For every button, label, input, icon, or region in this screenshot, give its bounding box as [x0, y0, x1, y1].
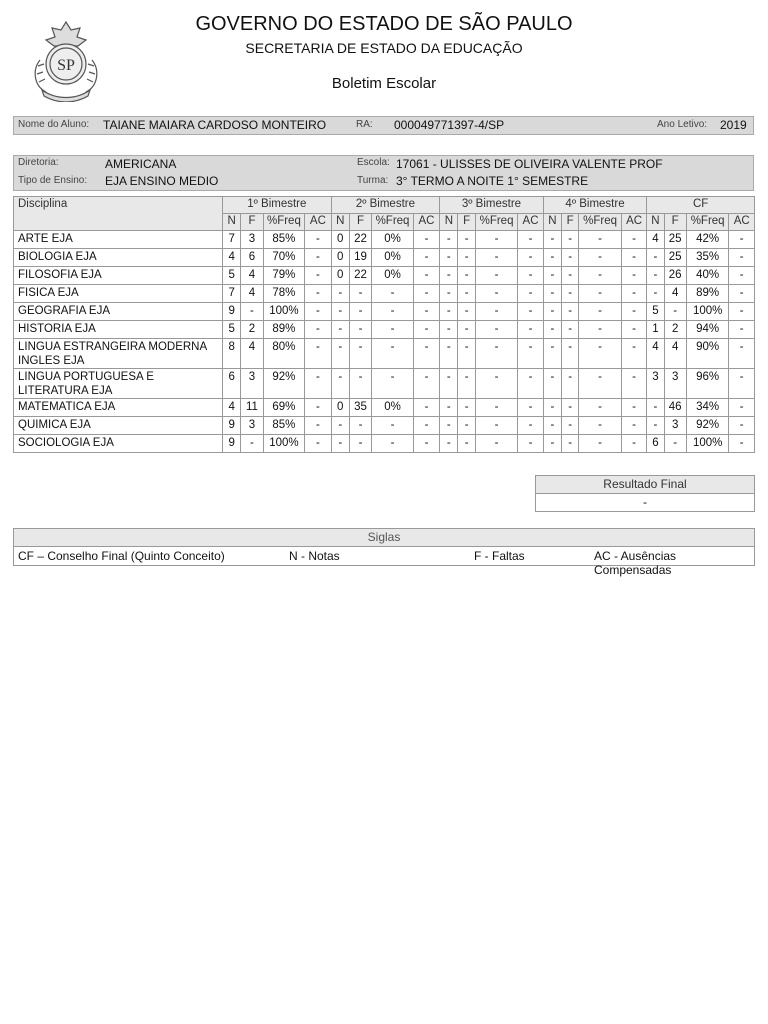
grade-cell: 0%: [372, 399, 414, 417]
grade-cell: 25: [664, 249, 686, 267]
grade-cell: 9: [223, 303, 241, 321]
grade-cell: -: [440, 399, 458, 417]
grade-cell: 2: [241, 321, 263, 339]
column-subheader: F: [349, 214, 371, 231]
grade-cell: -: [729, 399, 755, 417]
grade-cell: -: [475, 303, 518, 321]
grade-cell: 22: [349, 231, 371, 249]
grade-cell: -: [331, 417, 349, 435]
grade-cell: 5: [647, 303, 664, 321]
grade-cell: -: [621, 267, 646, 285]
table-row: [14, 417, 755, 435]
grade-cell: -: [579, 285, 622, 303]
grade-cell: 85%: [263, 231, 305, 249]
grade-cell: -: [543, 339, 561, 369]
table-row: [14, 339, 755, 369]
grade-cell: -: [543, 417, 561, 435]
grade-cell: -: [475, 399, 518, 417]
grade-cell: -: [729, 267, 755, 285]
grade-cell: 92%: [263, 369, 305, 399]
grade-cell: 4: [223, 399, 241, 417]
grade-cell: -: [331, 303, 349, 321]
grade-cell: -: [458, 267, 475, 285]
grade-cell: 100%: [263, 303, 305, 321]
grade-cell: -: [305, 369, 331, 399]
grade-cell: -: [440, 303, 458, 321]
subject-name: LINGUA ESTRANGEIRA MODERNA INGLES EJA: [14, 339, 223, 369]
grade-cell: 90%: [686, 339, 729, 369]
grade-cell: -: [647, 249, 664, 267]
grade-cell: -: [518, 435, 543, 453]
grade-cell: -: [475, 249, 518, 267]
grade-cell: -: [349, 417, 371, 435]
grade-cell: -: [543, 399, 561, 417]
grade-cell: -: [305, 339, 331, 369]
grade-cell: -: [413, 417, 439, 435]
grade-cell: 0: [331, 249, 349, 267]
grade-cell: -: [562, 369, 579, 399]
subject-name: FISICA EJA: [14, 285, 223, 303]
grade-cell: 79%: [263, 267, 305, 285]
legend-item-n: N - Notas: [289, 549, 340, 563]
grade-cell: -: [621, 249, 646, 267]
grade-cell: -: [331, 321, 349, 339]
grade-cell: 6: [223, 369, 241, 399]
subject-name: LINGUA PORTUGUESA E LITERATURA EJA: [14, 369, 223, 399]
tipo-ensino-label: Tipo de Ensino:: [18, 175, 88, 186]
svg-text:SP: SP: [57, 57, 75, 74]
grade-cell: 80%: [263, 339, 305, 369]
column-group-header: 3º Bimestre: [440, 197, 544, 214]
grade-cell: -: [543, 249, 561, 267]
grades-table: [13, 196, 755, 453]
grade-cell: -: [518, 303, 543, 321]
grade-cell: 7: [223, 231, 241, 249]
page-subtitle: SECRETARIA DE ESTADO DA EDUCAÇÃO: [245, 40, 523, 56]
table-row: [14, 399, 755, 417]
grade-cell: 11: [241, 399, 263, 417]
grade-cell: -: [647, 399, 664, 417]
grade-cell: -: [562, 399, 579, 417]
ra-value: 000049771397-4/SP: [394, 118, 505, 132]
grade-cell: -: [440, 321, 458, 339]
grade-cell: -: [475, 267, 518, 285]
grade-cell: -: [729, 231, 755, 249]
grade-cell: -: [413, 435, 439, 453]
grade-cell: -: [729, 417, 755, 435]
grade-cell: 26: [664, 267, 686, 285]
grade-cell: -: [543, 285, 561, 303]
table-row: [14, 249, 755, 267]
diretoria-label: Diretoria:: [18, 157, 59, 168]
grade-cell: 19: [349, 249, 371, 267]
grade-cell: -: [621, 303, 646, 321]
grade-cell: 4: [241, 285, 263, 303]
final-result-label: Resultado Final: [536, 476, 754, 494]
grade-cell: -: [518, 231, 543, 249]
grade-cell: -: [440, 249, 458, 267]
grade-cell: -: [729, 369, 755, 399]
grade-cell: 4: [241, 267, 263, 285]
grade-cell: 25: [664, 231, 686, 249]
grade-cell: -: [543, 303, 561, 321]
grade-cell: 40%: [686, 267, 729, 285]
grade-cell: 3: [647, 369, 664, 399]
grade-cell: -: [458, 321, 475, 339]
grade-cell: -: [331, 339, 349, 369]
grade-cell: -: [413, 267, 439, 285]
grade-cell: -: [413, 339, 439, 369]
grade-cell: -: [458, 435, 475, 453]
grade-cell: 2: [664, 321, 686, 339]
grade-cell: 85%: [263, 417, 305, 435]
grade-cell: -: [440, 369, 458, 399]
column-subheader: AC: [621, 214, 646, 231]
grade-cell: -: [475, 435, 518, 453]
grade-cell: -: [458, 339, 475, 369]
grade-cell: -: [579, 417, 622, 435]
grade-cell: -: [579, 435, 622, 453]
grade-cell: -: [518, 267, 543, 285]
grade-cell: -: [305, 285, 331, 303]
grade-cell: -: [518, 249, 543, 267]
grade-cell: -: [664, 303, 686, 321]
turma-label: Turma:: [357, 175, 389, 186]
grade-cell: -: [562, 267, 579, 285]
grade-cell: 22: [349, 267, 371, 285]
grade-cell: -: [562, 435, 579, 453]
grade-cell: -: [372, 339, 414, 369]
grade-cell: 9: [223, 435, 241, 453]
ra-label: RA:: [356, 119, 373, 130]
column-group-header: CF: [647, 197, 755, 214]
grade-cell: -: [413, 321, 439, 339]
year-value: 2019: [720, 118, 747, 132]
column-subheader: N: [440, 214, 458, 231]
grade-cell: 4: [241, 339, 263, 369]
grade-cell: -: [458, 285, 475, 303]
grade-cell: -: [440, 231, 458, 249]
grade-cell: 3: [241, 417, 263, 435]
legend-box: [13, 528, 755, 577]
column-group-header: 4º Bimestre: [543, 197, 647, 214]
subject-name: ARTE EJA: [14, 231, 223, 249]
grade-cell: 78%: [263, 285, 305, 303]
column-subheader: AC: [518, 214, 543, 231]
grade-cell: -: [579, 339, 622, 369]
column-subheader: AC: [729, 214, 755, 231]
grade-cell: -: [372, 303, 414, 321]
tipo-ensino-value: EJA ENSINO MEDIO: [105, 174, 219, 188]
grade-cell: -: [305, 435, 331, 453]
grade-cell: 35: [349, 399, 371, 417]
grade-cell: -: [440, 339, 458, 369]
column-subheader: F: [241, 214, 263, 231]
grade-cell: -: [440, 435, 458, 453]
grade-cell: -: [372, 435, 414, 453]
escola-value: 17061 - ULISSES DE OLIVEIRA VALENTE PROF: [396, 157, 663, 171]
grade-cell: -: [331, 285, 349, 303]
table-row: [14, 285, 755, 303]
column-group-header: 2º Bimestre: [331, 197, 440, 214]
grade-cell: -: [621, 321, 646, 339]
column-subheader: N: [331, 214, 349, 231]
grade-cell: -: [562, 303, 579, 321]
grade-cell: -: [518, 369, 543, 399]
grade-cell: 7: [223, 285, 241, 303]
grade-cell: -: [621, 231, 646, 249]
grade-cell: 3: [664, 417, 686, 435]
grade-cell: -: [458, 417, 475, 435]
grade-cell: -: [579, 399, 622, 417]
grade-cell: 34%: [686, 399, 729, 417]
grade-cell: -: [413, 303, 439, 321]
grade-cell: -: [458, 399, 475, 417]
student-name-label: Nome do Aluno:: [18, 119, 90, 130]
grade-cell: -: [305, 417, 331, 435]
grade-cell: -: [518, 339, 543, 369]
grade-cell: 0%: [372, 249, 414, 267]
grade-cell: -: [305, 267, 331, 285]
grade-cell: -: [440, 267, 458, 285]
column-subheader: %Freq: [579, 214, 622, 231]
grade-cell: -: [621, 369, 646, 399]
student-name: TAIANE MAIARA CARDOSO MONTEIRO: [103, 118, 327, 132]
grade-cell: 94%: [686, 321, 729, 339]
grade-cell: 0: [331, 399, 349, 417]
subject-name: BIOLOGIA EJA: [14, 249, 223, 267]
grade-cell: -: [729, 285, 755, 303]
grade-cell: -: [349, 321, 371, 339]
grade-cell: 100%: [686, 435, 729, 453]
grade-cell: -: [621, 435, 646, 453]
grade-cell: 4: [647, 339, 664, 369]
grade-cell: -: [729, 339, 755, 369]
table-row: [14, 321, 755, 339]
grade-cell: -: [543, 267, 561, 285]
column-subheader: N: [647, 214, 664, 231]
grade-cell: -: [518, 417, 543, 435]
grade-cell: 0: [331, 267, 349, 285]
grade-cell: 3: [241, 231, 263, 249]
grade-cell: -: [664, 435, 686, 453]
subject-name: MATEMATICA EJA: [14, 399, 223, 417]
grade-cell: -: [241, 303, 263, 321]
grade-cell: -: [543, 435, 561, 453]
grade-cell: -: [475, 231, 518, 249]
column-subheader: %Freq: [263, 214, 305, 231]
subject-name: GEOGRAFIA EJA: [14, 303, 223, 321]
grade-cell: -: [621, 417, 646, 435]
grade-cell: 70%: [263, 249, 305, 267]
grade-cell: -: [440, 285, 458, 303]
student-info-bar: [13, 116, 754, 135]
grade-cell: 35%: [686, 249, 729, 267]
grade-cell: -: [647, 267, 664, 285]
grade-cell: -: [372, 285, 414, 303]
table-row: [14, 435, 755, 453]
column-subheader: AC: [305, 214, 331, 231]
grade-cell: -: [729, 249, 755, 267]
grade-cell: -: [413, 231, 439, 249]
grade-cell: 3: [241, 369, 263, 399]
column-subheader: N: [223, 214, 241, 231]
column-subheader: AC: [413, 214, 439, 231]
legend-title: Siglas: [14, 529, 754, 547]
grade-cell: -: [305, 303, 331, 321]
grade-cell: -: [562, 417, 579, 435]
grade-cell: -: [349, 339, 371, 369]
grade-cell: 46: [664, 399, 686, 417]
year-label: Ano Letivo:: [657, 119, 708, 130]
grade-cell: -: [305, 321, 331, 339]
grade-cell: 0: [331, 231, 349, 249]
table-row: [14, 231, 755, 249]
column-subheader: F: [562, 214, 579, 231]
grade-cell: -: [621, 399, 646, 417]
grade-cell: -: [349, 369, 371, 399]
grade-cell: -: [305, 399, 331, 417]
grade-cell: -: [413, 369, 439, 399]
grade-cell: -: [562, 285, 579, 303]
grade-cell: 100%: [686, 303, 729, 321]
diretoria-value: AMERICANA: [105, 157, 177, 171]
grade-cell: 96%: [686, 369, 729, 399]
grade-cell: -: [475, 285, 518, 303]
grade-cell: -: [475, 321, 518, 339]
grade-cell: 4: [664, 339, 686, 369]
final-result-box: [535, 475, 755, 512]
grade-cell: 89%: [263, 321, 305, 339]
grade-cell: -: [305, 249, 331, 267]
grade-cell: 6: [241, 249, 263, 267]
grade-cell: -: [518, 321, 543, 339]
grade-cell: 69%: [263, 399, 305, 417]
page-title: GOVERNO DO ESTADO DE SÃO PAULO: [195, 13, 573, 35]
grade-cell: -: [349, 435, 371, 453]
grade-cell: -: [475, 369, 518, 399]
grade-cell: -: [621, 285, 646, 303]
grade-cell: 0%: [372, 231, 414, 249]
grade-cell: 9: [223, 417, 241, 435]
table-row: [14, 303, 755, 321]
column-group-header: 1º Bimestre: [223, 197, 332, 214]
column-subheader: %Freq: [475, 214, 518, 231]
grade-cell: -: [331, 435, 349, 453]
grade-cell: 3: [664, 369, 686, 399]
grade-cell: -: [729, 321, 755, 339]
grade-cell: 5: [223, 321, 241, 339]
grade-cell: 42%: [686, 231, 729, 249]
column-subheader: F: [664, 214, 686, 231]
grade-cell: -: [331, 369, 349, 399]
grade-cell: -: [372, 321, 414, 339]
grade-cell: -: [475, 339, 518, 369]
school-info-bar: [13, 155, 754, 191]
column-subheader: %Freq: [372, 214, 414, 231]
grade-cell: 89%: [686, 285, 729, 303]
grade-cell: -: [518, 285, 543, 303]
grade-cell: -: [562, 339, 579, 369]
grade-cell: -: [647, 417, 664, 435]
grade-cell: -: [475, 417, 518, 435]
grade-cell: -: [458, 369, 475, 399]
grade-cell: -: [579, 303, 622, 321]
document-title: Boletim Escolar: [331, 75, 437, 92]
escola-label: Escola:: [357, 157, 390, 168]
grade-cell: -: [458, 303, 475, 321]
grade-cell: 0%: [372, 267, 414, 285]
grade-cell: 100%: [263, 435, 305, 453]
grade-cell: 4: [664, 285, 686, 303]
grade-cell: -: [729, 303, 755, 321]
final-result-value: -: [643, 495, 647, 509]
grade-cell: -: [579, 231, 622, 249]
column-subheader: F: [458, 214, 475, 231]
grade-cell: -: [579, 321, 622, 339]
column-subheader: N: [543, 214, 561, 231]
subject-name: FILOSOFIA EJA: [14, 267, 223, 285]
subject-name: HISTORIA EJA: [14, 321, 223, 339]
grade-cell: 5: [223, 267, 241, 285]
grade-cell: -: [413, 399, 439, 417]
grade-cell: -: [413, 249, 439, 267]
grade-cell: -: [458, 231, 475, 249]
legend-item-f: F - Faltas: [474, 549, 525, 563]
column-subheader: %Freq: [686, 214, 729, 231]
grade-cell: -: [440, 417, 458, 435]
grade-cell: -: [372, 417, 414, 435]
grade-cell: -: [647, 285, 664, 303]
grade-cell: -: [621, 339, 646, 369]
grade-cell: -: [518, 399, 543, 417]
grade-cell: -: [562, 231, 579, 249]
legend-item-cf: CF – Conselho Final (Quinto Conceito): [18, 549, 225, 563]
grade-cell: 8: [223, 339, 241, 369]
grade-cell: -: [458, 249, 475, 267]
grade-cell: 6: [647, 435, 664, 453]
grade-cell: -: [579, 267, 622, 285]
grade-cell: -: [241, 435, 263, 453]
grade-cell: -: [562, 321, 579, 339]
grade-cell: -: [372, 369, 414, 399]
grade-cell: -: [562, 249, 579, 267]
subject-name: SOCIOLOGIA EJA: [14, 435, 223, 453]
table-row: [14, 267, 755, 285]
legend-item-ac: AC - Ausências Compensadas: [594, 549, 677, 577]
grade-cell: 4: [223, 249, 241, 267]
grade-cell: -: [349, 303, 371, 321]
grade-cell: 1: [647, 321, 664, 339]
grade-cell: -: [305, 231, 331, 249]
subject-name: QUIMICA EJA: [14, 417, 223, 435]
grade-cell: -: [543, 231, 561, 249]
turma-value: 3° TERMO A NOITE 1° SEMESTRE: [396, 174, 589, 188]
table-row: [14, 369, 755, 399]
grade-cell: -: [349, 285, 371, 303]
column-header-disciplina: Disciplina: [14, 197, 223, 231]
grade-cell: -: [413, 285, 439, 303]
grade-cell: 4: [647, 231, 664, 249]
grade-cell: -: [579, 369, 622, 399]
grade-cell: -: [579, 249, 622, 267]
grade-cell: -: [543, 321, 561, 339]
grade-cell: -: [729, 435, 755, 453]
grade-cell: -: [543, 369, 561, 399]
grade-cell: 92%: [686, 417, 729, 435]
